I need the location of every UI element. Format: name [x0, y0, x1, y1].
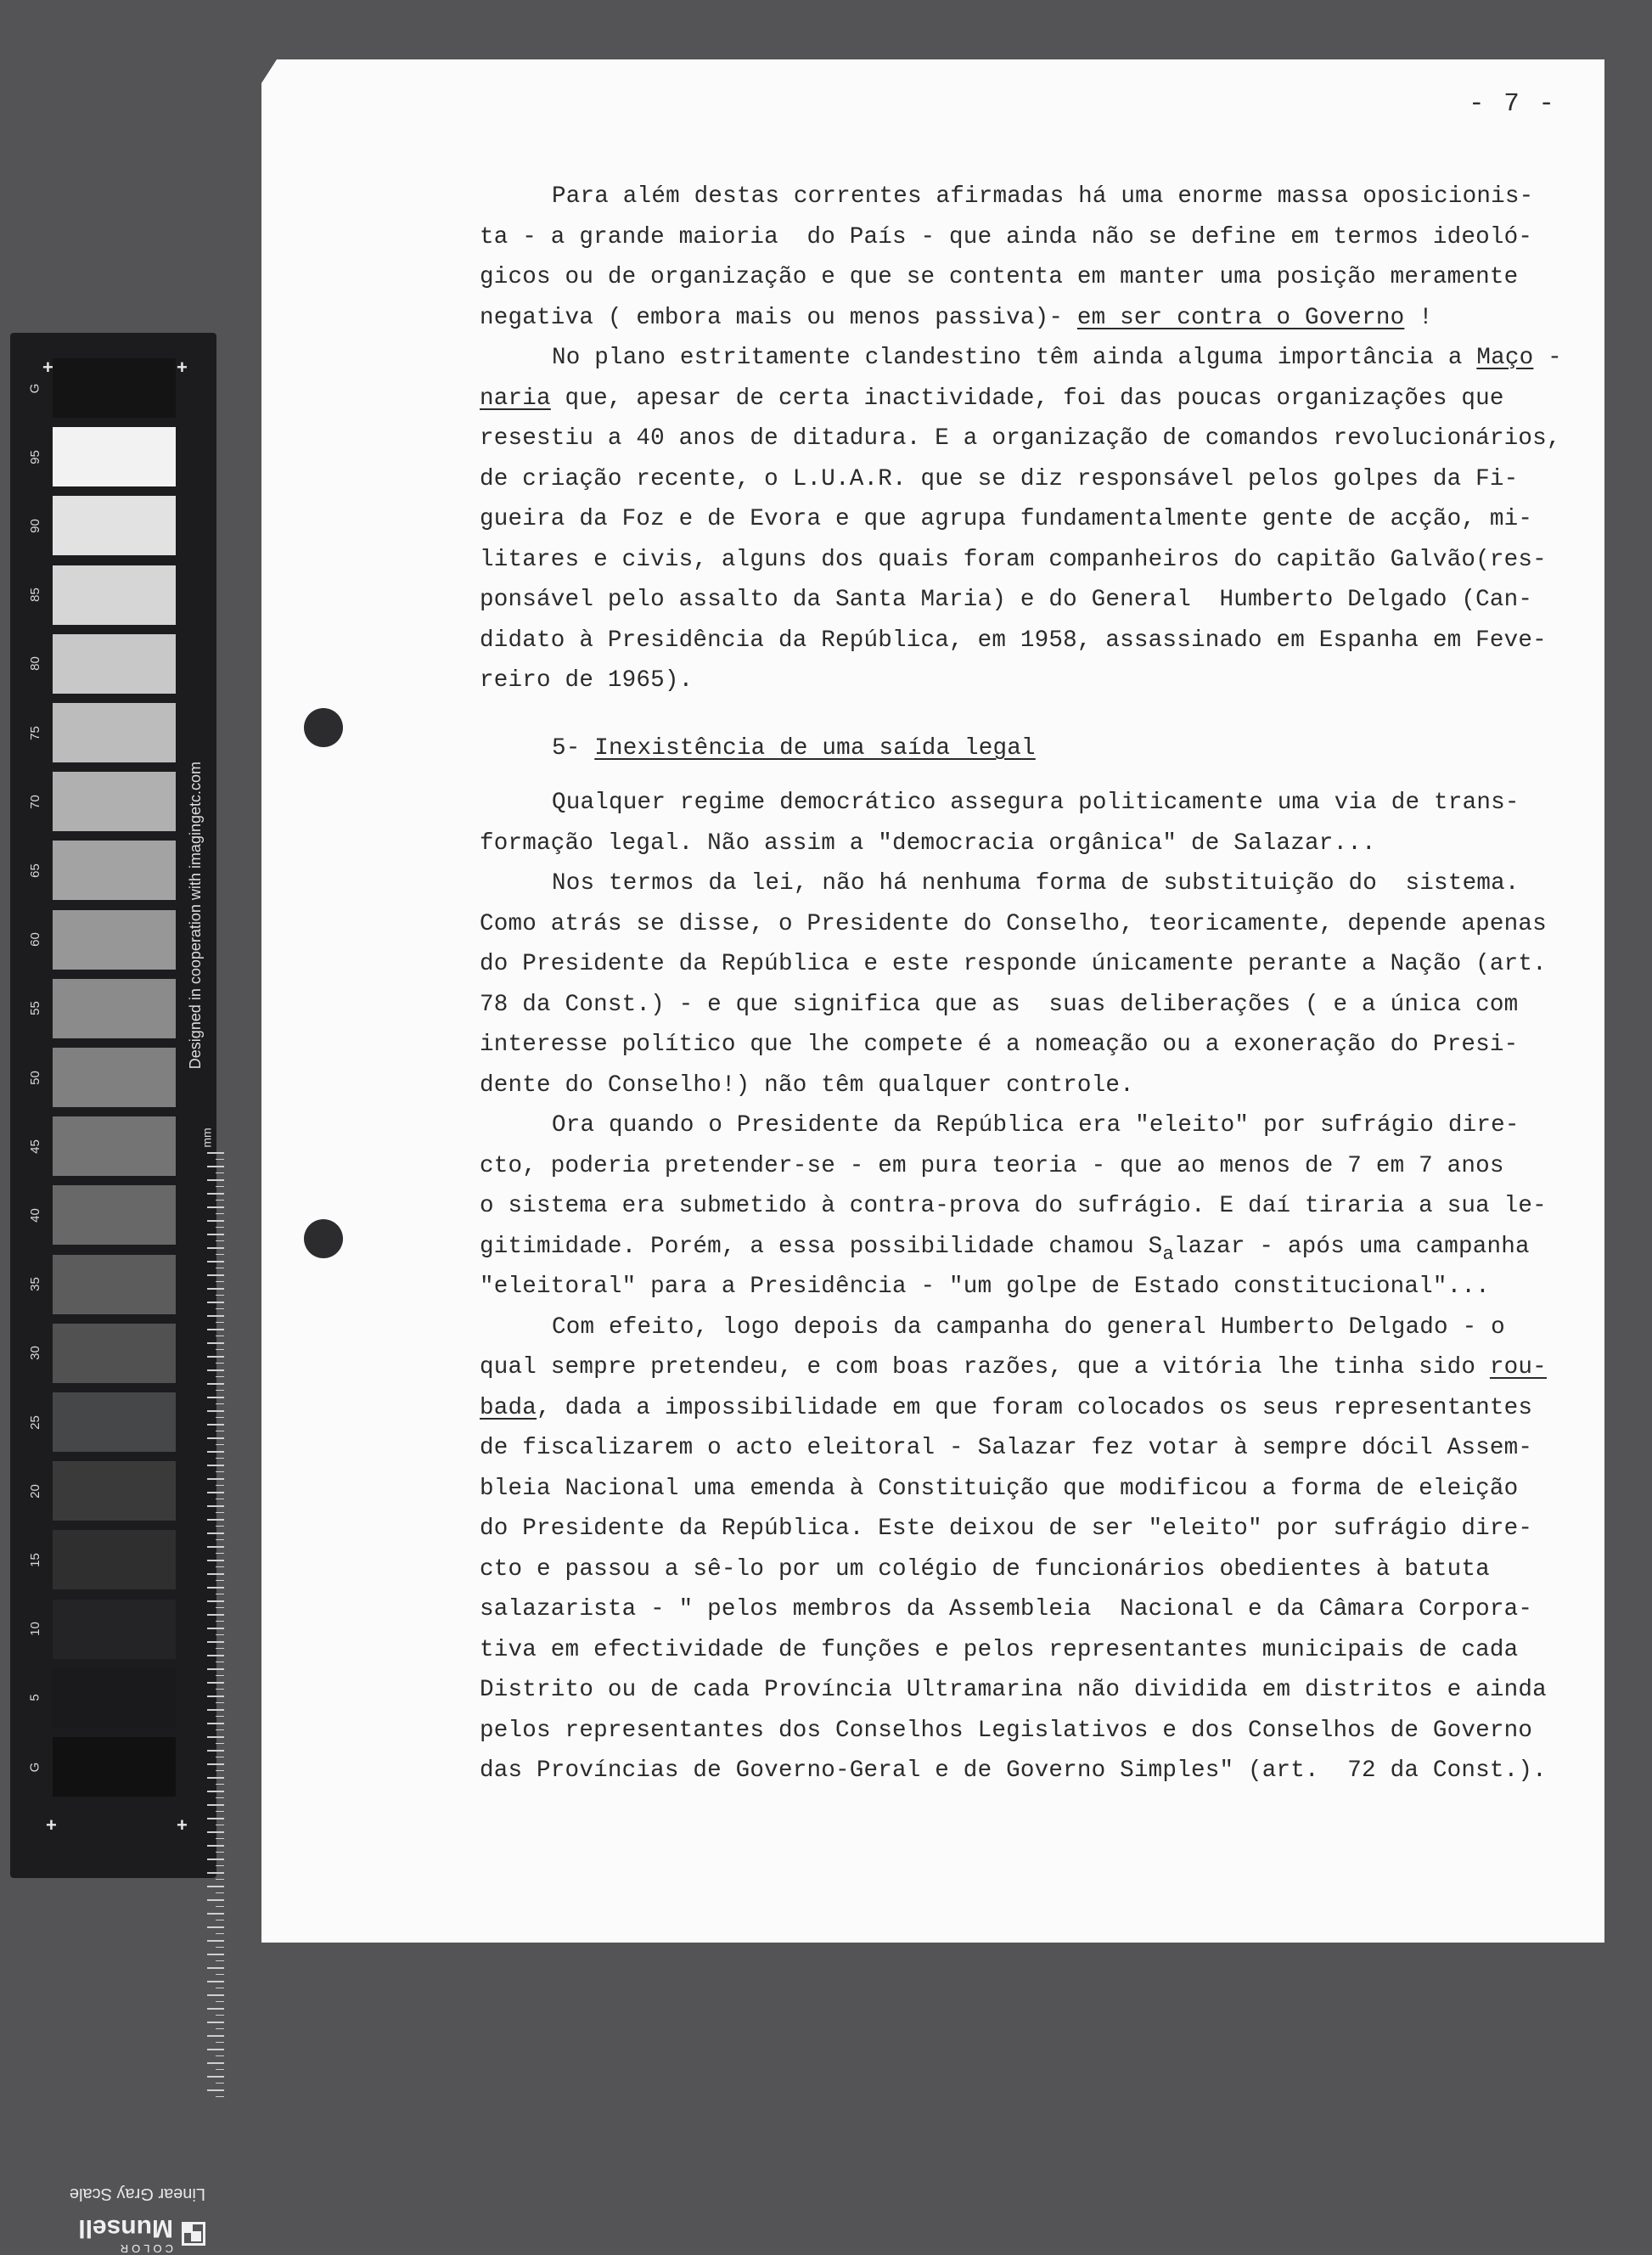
text-line: do Presidente da República e este responde únicamente perante a Nação (art.	[480, 951, 1547, 977]
text-line: formação legal. Não assim a "democracia orgânica" de Salazar...	[480, 830, 1376, 857]
text-line: ta - a grande maioria do País - que ainda não se define em termos ideoló-	[480, 224, 1533, 250]
text-line: Com efeito, logo depois da campanha do general Humberto Delgado - o	[552, 1314, 1505, 1341]
gray-scale-number: 45	[27, 1139, 42, 1154]
brand-sub: COLOR	[116, 2242, 173, 2255]
punch-hole	[304, 1219, 343, 1258]
gray-patch	[53, 703, 176, 762]
text-line: bada, dada a impossibilidade em que foram colocados os seus representantes	[480, 1395, 1533, 1421]
text-line: gueira da Foz e de Evora e que agrupa fundamentalmente gente de acção, mi-	[480, 506, 1533, 532]
gray-scale-number: 55	[27, 1001, 42, 1016]
section-heading-title: Inexistência de uma saída legal	[594, 735, 1036, 762]
gray-patch	[53, 1461, 176, 1521]
mm-ruler	[207, 1152, 224, 2103]
brand-word: Munsell	[78, 2214, 173, 2242]
text-line: de fiscalizarem o acto eleitoral - Salazar fez votar à sempre dócil Assem-	[480, 1435, 1533, 1461]
text-line: qual sempre pretendeu, e com boas razões, que a vitória lhe tinha sido rou-	[480, 1354, 1547, 1381]
underlined-word: naria	[480, 385, 551, 412]
gray-patch	[53, 496, 176, 555]
text-line: cto, poderia pretender-se - em pura teoria - que ao menos de 7 em 7 anos	[480, 1153, 1504, 1179]
mm-label: mm	[199, 1128, 214, 1148]
text-line: dente do Conselho!) não têm qualquer controle.	[480, 1072, 1134, 1099]
text-line: litares e civis, alguns dos quais foram companheiros do capitão Galvão(res-	[480, 547, 1547, 573]
gray-patch	[53, 1255, 176, 1314]
text-line: tiva em efectividade de funções e pelos representantes municipais de cada	[480, 1637, 1519, 1663]
text-line: Ora quando o Presidente da República era "eleito" por sufrágio dire-	[552, 1112, 1520, 1139]
gray-patch	[53, 1530, 176, 1589]
gray-scale-number: 20	[27, 1483, 42, 1499]
text-line: Distrito ou de cada Província Ultramarina não dividida em distritos e ainda	[480, 1677, 1547, 1703]
gray-patch	[53, 910, 176, 970]
gray-scale-number: G	[27, 1762, 42, 1772]
gray-scale-number: 35	[27, 1277, 42, 1291]
text-line: salazarista - " pelos membros da Assembleia Nacional e da Câmara Corpora-	[480, 1596, 1533, 1622]
gray-scale-number: 5	[27, 1694, 42, 1701]
section-heading: 5- Inexistência de uma saída legal	[552, 735, 1036, 762]
underlined-word: rou-	[1489, 1354, 1547, 1381]
text-line: 78 da Const.) - e que significa que as suas deliberações ( e a única com	[480, 992, 1519, 1018]
gray-patch	[53, 358, 176, 418]
text-line: das Províncias de Governo-Geral e de Governo Simples" (art. 72 da Const.).	[480, 1757, 1547, 1784]
gray-patch	[53, 1737, 176, 1797]
gray-patch	[53, 1116, 176, 1176]
text-line: naria que, apesar de certa inactividade, foi das poucas organizações que	[480, 385, 1504, 412]
text-line: gicos ou de organização e que se contenta em manter uma posição meramente	[480, 264, 1519, 290]
underlined-word: bada	[480, 1395, 537, 1421]
text-line: interesse político que lhe compete é a nomeação ou a exoneração do Presi-	[480, 1032, 1519, 1058]
underlined-phrase: em ser contra o Governo	[1076, 305, 1405, 331]
plus-mark-icon: +	[46, 1814, 57, 1836]
text-line: reiro de 1965).	[480, 667, 694, 694]
gray-scale-number: 15	[27, 1553, 42, 1567]
gray-patch	[53, 1185, 176, 1245]
gray-scale-number: G	[27, 383, 42, 393]
gray-scale-number: 60	[27, 932, 42, 947]
gray-scale-number: 85	[27, 588, 42, 602]
gray-patch	[53, 565, 176, 625]
punch-hole	[304, 708, 343, 747]
gray-scale-number: 95	[27, 449, 42, 464]
text-line: ponsável pelo assalto da Santa Maria) e do General Humberto Delgado (Can-	[480, 587, 1533, 613]
text-line: No plano estritamente clandestino têm ainda alguma importância a Maço -	[552, 345, 1562, 371]
gray-patch	[53, 772, 176, 831]
gray-scale-number: 25	[27, 1414, 42, 1430]
text-line: Nos termos da lei, não há nenhuma forma de substituição do sistema.	[552, 870, 1520, 897]
text-line: resestiu a 40 anos de ditadura. E a organização de comandos revolucionários,	[480, 425, 1561, 452]
text-line: negativa ( embora mais ou menos passiva)- em ser contra o Governo !	[480, 305, 1433, 331]
plus-mark-icon: +	[42, 357, 53, 378]
text-line: de criação recente, o L.U.A.R. que se diz responsável pelos golpes da Fi-	[480, 466, 1519, 492]
munsell-logo	[61, 2213, 205, 2255]
underlined-word: Maço	[1476, 345, 1534, 371]
gray-patch	[53, 1668, 176, 1728]
gray-scale-number: 70	[27, 794, 42, 809]
text-line: Qualquer regime democrático assegura politicamente uma via de trans-	[552, 790, 1520, 816]
text-line: do Presidente da República. Este deixou de ser "eleito" por sufrágio dire-	[480, 1516, 1533, 1542]
text-line: cto e passou a sê-lo por um colégio de funcionários obedientes à batuta	[480, 1556, 1490, 1583]
gray-scale-number: 10	[27, 1622, 42, 1636]
text-line: pelos representantes dos Conselhos Legislativos e dos Conselhos de Governo	[480, 1718, 1533, 1744]
text-line: Para além destas correntes afirmadas há uma enorme massa oposicionis-	[552, 183, 1534, 210]
text-line: "eleitoral" para a Presidência - "um golpe de Estado constitucional"...	[480, 1274, 1490, 1300]
text-line: didato à Presidência da República, em 1958, assassinado em Espanha em Feve-	[480, 627, 1547, 654]
plus-mark-icon: +	[177, 357, 188, 378]
gray-patch	[53, 1600, 176, 1659]
text-line: gitimidade. Porém, a essa possibilidade chamou $S_alazar$ - após uma campanha	[480, 1234, 1530, 1265]
gray-scale-number: 50	[27, 1070, 42, 1085]
text-line: Como atrás se disse, o Presidente do Conselho, teoricamente, depende apenas	[480, 911, 1547, 937]
plus-mark-icon: +	[177, 1814, 188, 1836]
gray-patch	[53, 1048, 176, 1107]
designed-credit: Designed in cooperation with imagingetc.com	[187, 762, 204, 1070]
gray-scale-number: 75	[27, 725, 42, 740]
gray-patch	[53, 1392, 176, 1452]
text-line: o sistema era submetido à contra-prova do sufrágio. E daí tiraria a sua le-	[480, 1193, 1547, 1219]
gray-scale-number: 40	[27, 1208, 42, 1223]
gray-scale-card	[10, 333, 216, 2255]
gray-scale-number: 30	[27, 1346, 42, 1361]
page-number: - 7 -	[1469, 89, 1557, 119]
gray-patch	[53, 634, 176, 694]
munsell-grid-icon	[182, 2223, 205, 2247]
gray-scale-number: 90	[27, 519, 42, 533]
gray-patch	[53, 979, 176, 1038]
gray-scale-number: 65	[27, 863, 42, 878]
scale-title: Linear Gray Scale	[69, 2185, 205, 2203]
gray-patch	[53, 841, 176, 900]
text-line: bleia Nacional uma emenda à Constituição que modificou a forma de eleição	[480, 1476, 1519, 1502]
gray-patch	[53, 1324, 176, 1383]
gray-patch	[53, 427, 176, 486]
gray-scale-number: 80	[27, 656, 42, 672]
